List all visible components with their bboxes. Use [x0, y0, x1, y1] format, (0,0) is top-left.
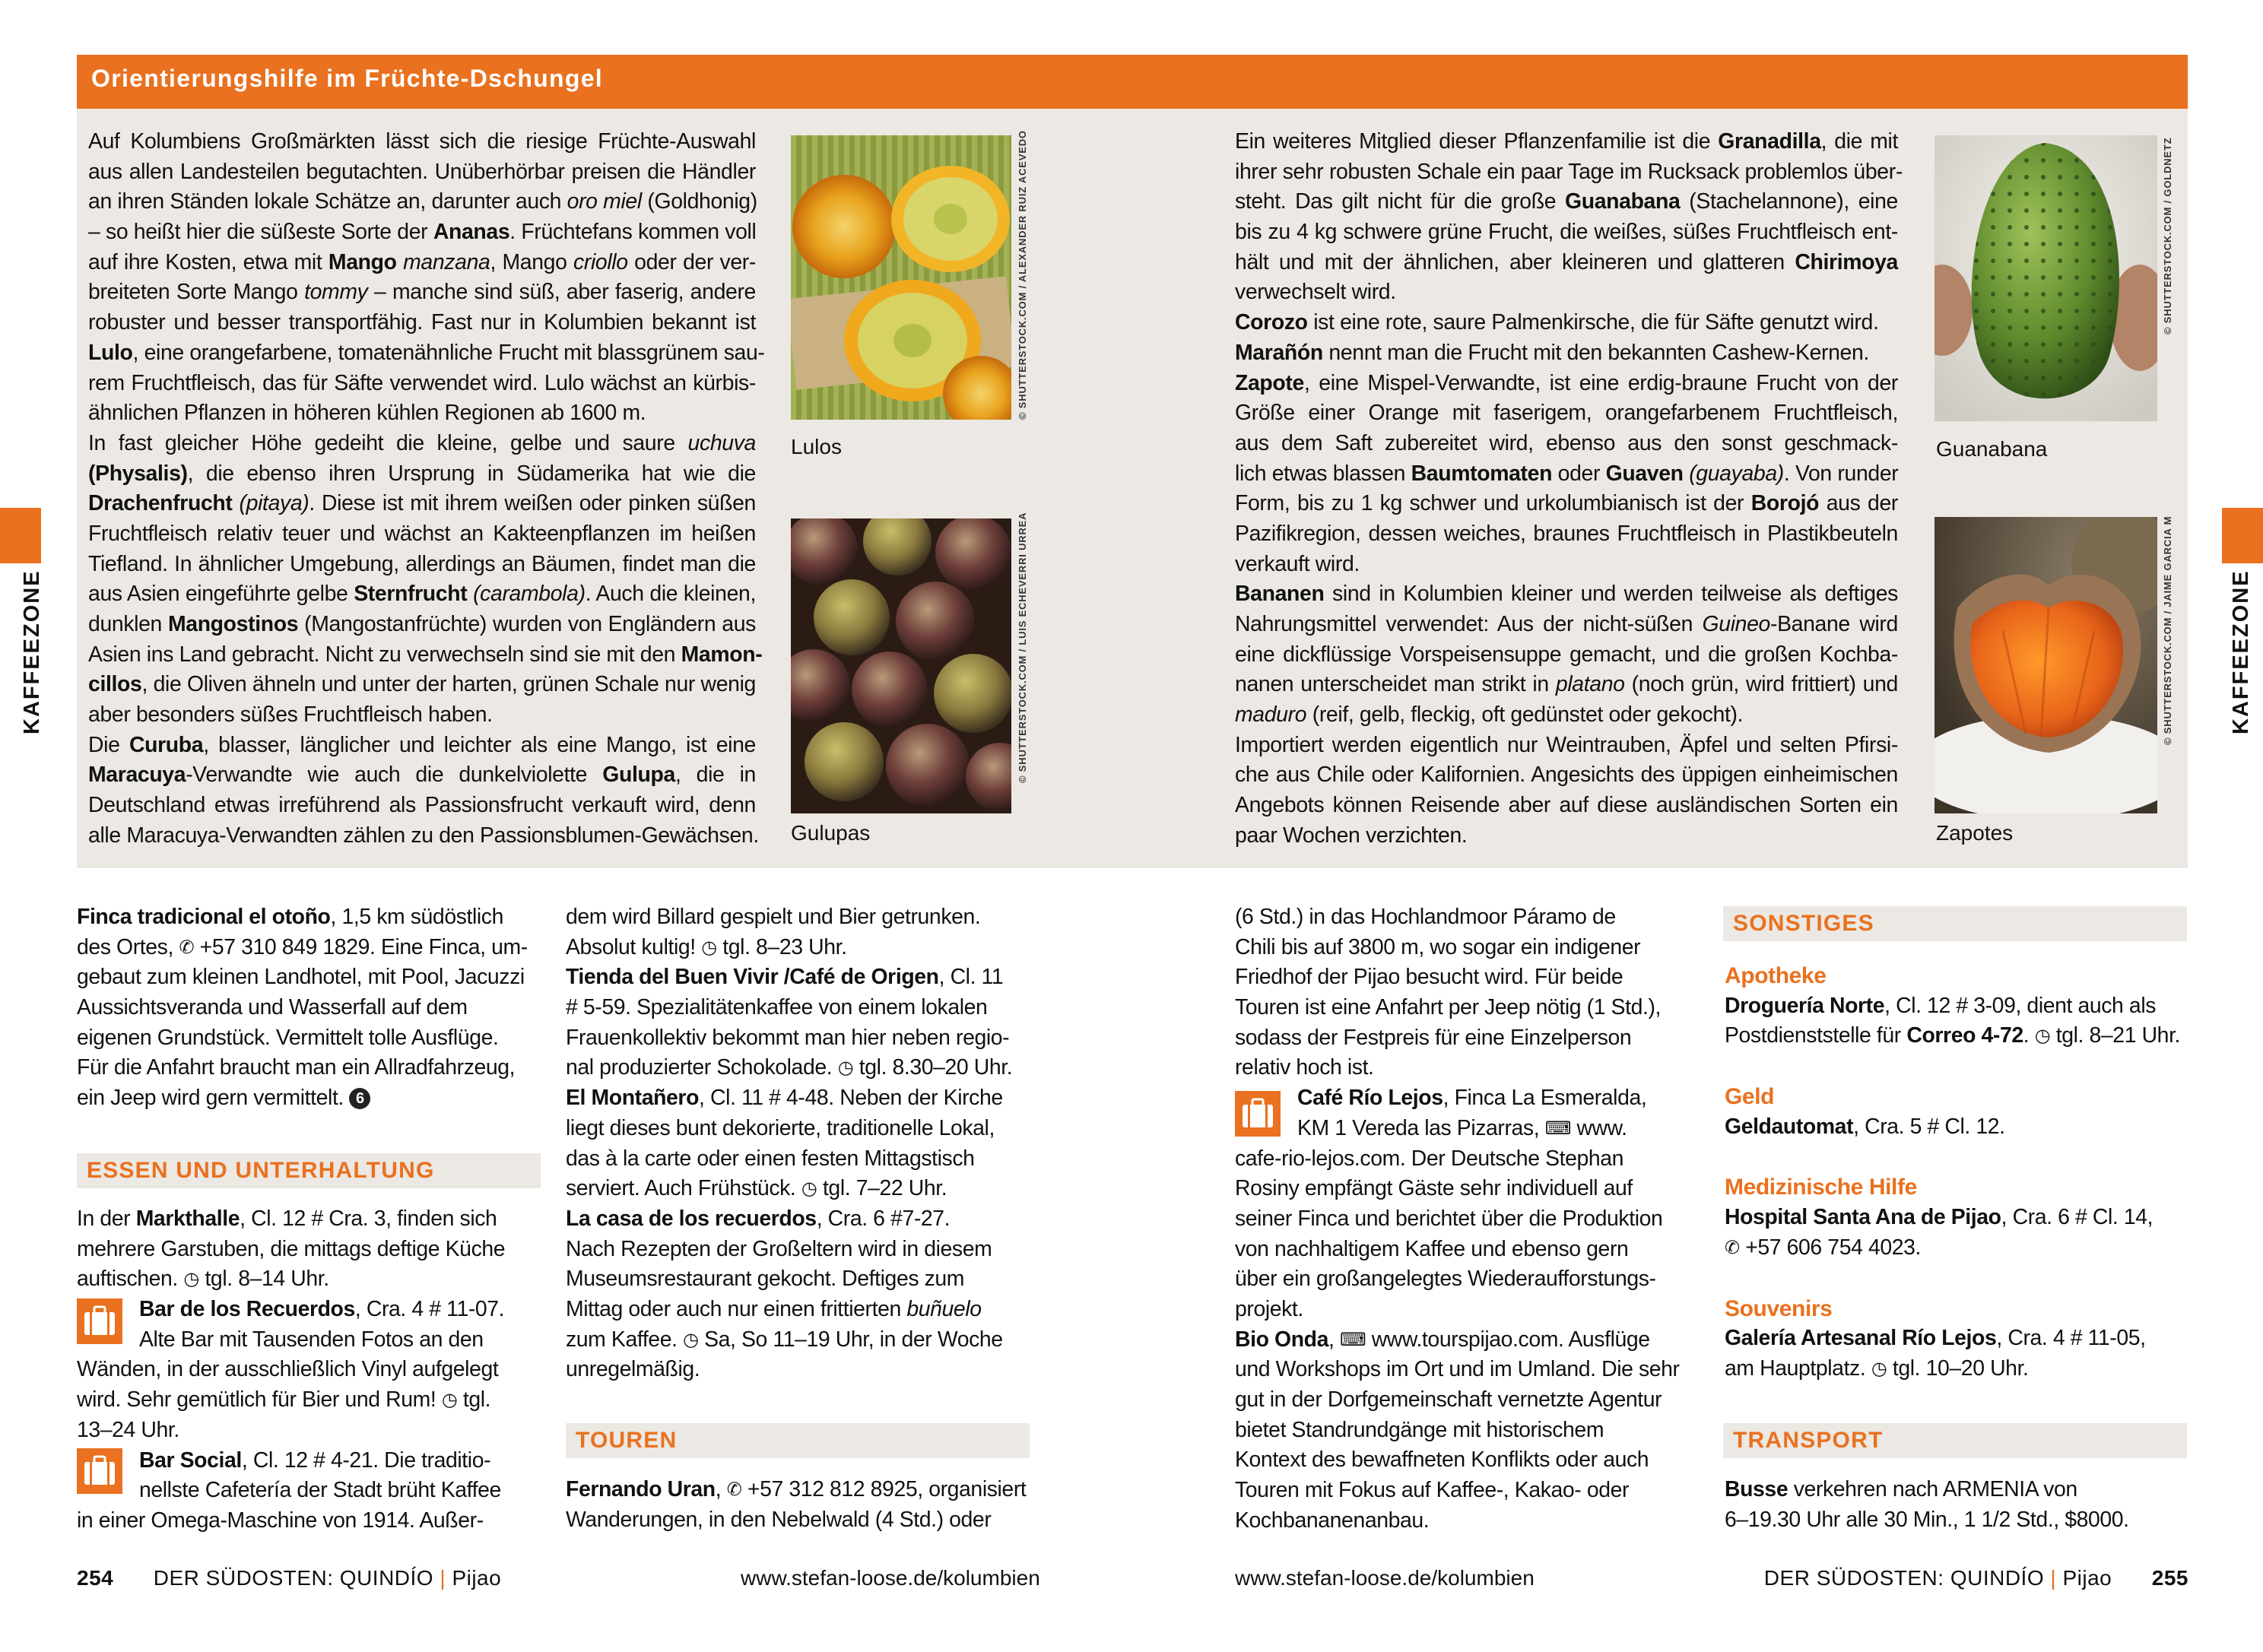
text-line: Lulo, eine orangefarbene, tomatenähnliche Frucht mit blassgrünem sau- [88, 340, 765, 365]
text-line: sodass der Festpreis für eine Einzelperson [1235, 1025, 1632, 1050]
text-line: wird. Sehr gemütlich für Bier und Rum! ◷ tgl. [77, 1387, 491, 1413]
text-line: Maracuya-Verwandte wie auch die dunkelviolette Gulupa, die in [88, 763, 756, 788]
text-line: das à la carte oder einen festen Mittagstisch [566, 1146, 975, 1171]
lulos-caption: Lulos [791, 435, 842, 458]
text-line: über ein großangelegtes Wiederaufforstungs- [1235, 1267, 1656, 1292]
text-line: Deutschland etwas irreführend als Passionsfrucht verkauft wird, denn [88, 793, 756, 818]
text-line: Alte Bar mit Tausenden Fotos an den [139, 1327, 484, 1352]
text-line: des Ortes, ✆ +57 310 849 1829. Eine Finca, um- [77, 934, 528, 959]
right-page-number: 255 [2151, 1566, 2188, 1590]
text-line: Bar de los Recuerdos, Cra. 4 # 11-07. [139, 1297, 505, 1322]
right-chapter-label: KAFFEEZONE [2229, 569, 2253, 734]
text-line: nellste Cafetería der Stadt brüht Kaffee [139, 1478, 501, 1503]
subsection-heading: Medizinische Hilfe [1725, 1175, 1917, 1200]
text-line: nanen unterscheidet man strikt in platano (noch grün, wird frittiert) und [1235, 672, 1898, 697]
text-line: aus allen Landesteilen begutachten. Unüberhörbar preisen die Händler [88, 159, 756, 184]
subsection-heading: Apotheke [1725, 963, 1827, 988]
box-right-text [1235, 127, 1903, 851]
text-line: Größe einer Orange mit faserigem, orangefarbenem Fruchtfleisch, [1235, 401, 1898, 426]
text-line: robuster und besser transportfähig. Fast nur in Kolumbien bekannt ist [88, 310, 756, 335]
right-place: Pijao [2062, 1566, 2112, 1590]
text-line: Mittag oder auch nur einen frittierten buñuelo [566, 1296, 982, 1321]
text-line: # 5-59. Spezialitätenkaffee von einem lokalen [566, 995, 988, 1020]
text-line: Wänden, in der ausschließlich Vinyl aufgelegt [77, 1357, 499, 1382]
text-line: hält und mit der ähnlichen, aber kleineren und glatteren Chirimoya [1235, 249, 1898, 274]
text-line: Geldautomat, Cra. 5 # Cl. 12. [1725, 1114, 2005, 1139]
text-line: El Montañero, Cl. 11 # 4-48. Neben der Kirche [566, 1086, 1003, 1111]
touren-entries [566, 1475, 1030, 1535]
text-line: Bio Onda, ⌨ www.tourspijao.com. Ausflüge [1235, 1327, 1650, 1352]
text-line: In fast gleicher Höhe gedeiht die kleine, gelbe und saure uchuva [88, 430, 756, 455]
info-box-title: Orientierungshilfe im Früchte-Dschungel [91, 65, 603, 92]
touren-entries-cont [1235, 902, 1706, 1536]
text-line: Aussichtsveranda und Wasserfall auf dem [77, 995, 468, 1020]
right-footer-url: www.stefan-loose.de/kolumbien [1235, 1566, 1535, 1590]
text-line: aus dem Saft zubereitet wird, ebenso aus den sonst geschmack- [1235, 430, 1898, 455]
text-line: Friedhof der Pijao besucht wird. Für beide [1235, 965, 1623, 990]
finca-entry [77, 902, 541, 1114]
text-line: in einer Omega-Maschine von 1914. Außer- [77, 1508, 484, 1533]
section-touren-bar [566, 1423, 1030, 1458]
text-line: verwechselt wird. [1235, 280, 1396, 305]
text-line: gut in der Dorfgemeinschaft vernetzte Agentur [1235, 1387, 1662, 1412]
gulupas-photo [791, 518, 1011, 813]
text-line: steht. Das gilt nicht für die große Guanabana (Stachelannone), eine [1235, 189, 1898, 214]
zapotes-photo [1934, 517, 2157, 813]
text-line: che aus Chile oder Kalifornien. Angesichts des üppigen einheimischen [1235, 763, 1898, 788]
text-line: Pazifikregion, dessen weiches, braunes Fruchtfleisch in Plastikbeuteln [1235, 521, 1898, 546]
text-line: Busse verkehren nach ARMENIA von [1725, 1477, 2077, 1501]
text-line: breiteten Sorte Mango tommy – manche sind süß, aber faserig, andere [88, 280, 756, 305]
text-line: bietet Standrundgänge mit historischem [1235, 1417, 1604, 1442]
text-line: Rosiny empfängt Gäste sehr individuell auf [1235, 1176, 1633, 1201]
right-thumb-tab [2222, 508, 2263, 563]
text-line: Auf Kolumbiens Großmärkten lässt sich die riesige Früchte-Auswahl [88, 129, 756, 154]
text-line: Nach Rezepten der Großeltern wird in diesem [566, 1236, 992, 1261]
text-line: rem Fruchtfleisch, das für Säfte verwendet wird. Lulo wächst an kürbis- [88, 370, 756, 395]
text-line: unregelmäßig. [566, 1357, 700, 1382]
text-line: (Physalis), die ebenso ihren Ursprung in Südamerika hat wie die [88, 461, 756, 486]
text-line: alle Maracuya-Verwandten zählen zu den Passionsblumen-Gewächsen. [88, 823, 759, 848]
text-line: von nachhaltigem Kaffee und ebenso gern [1235, 1236, 1629, 1261]
text-line: ähnlichen Pflanzen in höheren kühlen Regionen ab 1600 m. [88, 401, 646, 426]
text-line: gebaut zum kleinen Landhotel, mit Pool, Jacuzzi [77, 965, 525, 990]
text-line: 6–19.30 Uhr alle 30 Min., 1 1/2 Std., $8000. [1725, 1507, 2129, 1532]
text-line: eine dickflüssige Vorspeisensuppe gemacht, und die großen Kochba- [1235, 642, 1898, 667]
text-line: 13–24 Uhr. [77, 1417, 179, 1442]
right-footer-separator: | [2050, 1566, 2057, 1590]
text-line: Chili bis auf 3800 m, wo sogar ein indigener [1235, 934, 1641, 959]
guanabana-caption: Guanabana [1936, 437, 2048, 461]
text-line: serviert. Auch Frühstück. ◷ tgl. 7–22 Uhr. [566, 1176, 947, 1201]
text-line: Nahrungsmittel verwendet: Aus der nicht-süßen Guineo-Banane wird [1235, 612, 1898, 636]
text-line: Importiert werden eigentlich nur Weintrauben, Äpfel und selten Pfirsi- [1235, 732, 1898, 757]
transport-entries [1725, 1475, 2188, 1535]
lulos-credit: © SHUTTERSTOCK.COM / ALEXANDER RUIZ ACEVEDO [1017, 130, 1028, 420]
left-page-number: 254 [77, 1566, 114, 1590]
text-line: Touren mit Fokus auf Kaffee-, Kakao- oder [1235, 1478, 1630, 1503]
text-line: Drachenfrucht (pitaya). Diese ist mit ihrem weißen oder pinken süßen [88, 491, 756, 516]
text-line: dunklen Mangostinos (Mangostanfrüchte) wurden von Engländern aus [88, 612, 756, 636]
section-transport-bar [1723, 1423, 2187, 1458]
suitcase-icon [1235, 1091, 1281, 1137]
text-line: Tiefland. In ähnlicher Umgebung, allerdings an Bäumen, findet man die [88, 551, 756, 576]
text-line: aber besonders süßes Fruchtfleisch haben. [88, 702, 493, 728]
section-essen-title: ESSEN UND UNTERHALTUNG [87, 1158, 435, 1183]
text-line: Fernando Uran, ✆ +57 312 812 8925, organisiert [566, 1477, 1027, 1501]
left-place: Pijao [452, 1566, 502, 1590]
zapotes-caption: Zapotes [1936, 821, 2014, 845]
section-touren-title: TOUREN [576, 1428, 678, 1453]
text-line: Marañón nennt man die Frucht mit den bekannten Cashew-Kernen. [1235, 340, 1869, 365]
text-line: Bananen sind in Kolumbien kleiner und werden teilweise als deftiges [1235, 582, 1898, 607]
gulupas-caption: Gulupas [791, 821, 871, 845]
text-line: Asien ins Land gebracht. Nicht zu verwechseln sind sie mit den Mamon- [88, 642, 763, 667]
text-line: Frauenkollektiv bekommt man hier neben regio- [566, 1025, 1010, 1050]
text-line: – so heißt hier die süßeste Sorte der Ananas. Früchtefans kommen voll [88, 220, 757, 245]
left-footer [77, 1566, 501, 1590]
guanabana-photo [1934, 135, 2157, 421]
text-line: Fruchtfleisch relativ teuer und wächst an Kakteenpflanzen im heißen [88, 521, 756, 546]
info-box-header [77, 55, 2188, 109]
text-line: Wanderungen, in den Nebelwald (4 Std.) oder [566, 1507, 992, 1532]
text-line: ihrer sehr robusten Schale ein paar Tage im Rucksack problemlos über- [1235, 159, 1903, 184]
text-line: Galería Artesanal Río Lejos, Cra. 4 # 11-05, [1725, 1326, 2146, 1351]
text-line: Museumsrestaurant gekocht. Deftiges zum [566, 1267, 965, 1292]
text-line: In der Markthalle, Cl. 12 # Cra. 3, finden sich [77, 1206, 497, 1231]
right-running-head: DER SÜDOSTEN: QUINDÍO [1763, 1566, 2045, 1590]
subsection-heading: Souvenirs [1725, 1295, 1833, 1321]
text-line: Touren ist eine Anfahrt per Jeep nötig (1 Std.), [1235, 995, 1661, 1020]
text-line: KM 1 Vereda las Pizarras, ⌨ www. [1297, 1115, 1627, 1140]
text-line: mehrere Garstuben, die mittags deftige Küche [77, 1236, 506, 1261]
essen-entries [77, 1204, 541, 1536]
left-running-head: DER SÜDOSTEN: QUINDÍO [153, 1566, 434, 1590]
text-line: Angebots können Reisende aber auf diese ausländischen Sorten ein [1235, 793, 1898, 818]
left-chapter-label: KAFFEEZONE [20, 569, 44, 734]
text-line: Droguería Norte, Cl. 12 # 3-09, dient auch als [1725, 993, 2157, 1018]
text-line: Café Río Lejos, Finca La Esmeralda, [1297, 1086, 1647, 1111]
text-line: Kontext des bewaffneten Konflikts oder auch [1235, 1447, 1649, 1473]
text-line: maduro (reif, gelb, fleckig, oft gedünstet oder gekocht). [1235, 702, 1744, 728]
text-line: und Workshops im Ort und im Umland. Die sehr [1235, 1357, 1680, 1382]
text-line: paar Wochen verzichten. [1235, 823, 1468, 848]
text-line: Absolut kultig! ◷ tgl. 8–23 Uhr. [566, 934, 847, 959]
text-line: lich etwas blassen Baumtomaten oder Guaven (guayaba). Von runder [1235, 461, 1899, 486]
text-line: La casa de los recuerdos, Cra. 6 #7-27. [566, 1206, 951, 1231]
suitcase-icon [77, 1298, 122, 1344]
text-line: Für die Anfahrt braucht man ein Allradfahrzeug, [77, 1055, 516, 1080]
text-line: zum Kaffee. ◷ Sa, So 11–19 Uhr, in der Woche [566, 1327, 1003, 1352]
text-line: Finca tradicional el otoño, 1,5 km südöstlich [77, 905, 503, 929]
text-line: auftischen. ◷ tgl. 8–14 Uhr. [77, 1267, 329, 1292]
text-line: bis zu 4 kg schwere grüne Frucht, die weißes, süßes Fruchtfleisch ent- [1235, 220, 1898, 245]
text-line: seiner Finca und berichtet über die Produktion [1235, 1206, 1663, 1231]
text-line: nal produzierter Schokolade. ◷ tgl. 8.30–20 Uhr. [566, 1055, 1013, 1080]
text-line: projekt. [1235, 1296, 1303, 1321]
text-line: Zapote, eine Mispel-Verwandte, ist eine erdig-braune Frucht von der [1235, 370, 1898, 395]
text-line: aus Asien eingeführte gelbe Sternfrucht (carambola). Auch die kleinen, [88, 582, 756, 607]
text-line: dem wird Billard gespielt und Bier getrunken. [566, 905, 981, 929]
subsection-heading: Geld [1725, 1084, 1775, 1110]
text-line: Hospital Santa Ana de Pijao, Cra. 6 # Cl. 14, [1725, 1205, 2154, 1230]
text-line: cillos, die Oliven ähneln und unter der harten, grünen Schale nur wenig [88, 672, 756, 697]
text-line: Postdienststelle für Correo 4-72. ◷ tgl. 8–21 Uhr. [1725, 1023, 2181, 1048]
text-line: an ihren Ständen lokale Schätze an, darunter auch oro miel (Goldhonig) [88, 189, 757, 214]
text-line: ein Jeep wird gern vermittelt. 6 [77, 1083, 541, 1114]
text-line: Ein weiteres Mitglied dieser Pflanzenfamilie ist die Granadilla, die mit [1235, 129, 1899, 154]
text-line: (6 Std.) in das Hochlandmoor Páramo de [1235, 905, 1616, 929]
section-sonstiges-title: SONSTIGES [1733, 911, 1874, 936]
text-line: Corozo ist eine rote, saure Palmenkirsche, die für Säfte genutzt wird. [1235, 310, 1879, 335]
section-essen-bar [77, 1153, 541, 1188]
left-footer-separator: | [440, 1566, 446, 1590]
section-transport-title: TRANSPORT [1733, 1428, 1884, 1453]
section-sonstiges-bar [1723, 906, 2187, 941]
text-line: relativ hoch ist. [1235, 1055, 1374, 1080]
guanabana-credit: © SHUTTERSTOCK.COM / GOLDNETZ [2162, 137, 2173, 335]
text-line: verkauft wird. [1235, 551, 1360, 576]
box-left-text [88, 127, 765, 851]
essen-entries-cont [566, 902, 1030, 1385]
lulos-photo [791, 135, 1011, 420]
text-line: Bar Social, Cl. 12 # 4-21. Die traditio- [139, 1447, 491, 1473]
text-line: am Hauptplatz. ◷ tgl. 10–20 Uhr. [1725, 1356, 2029, 1381]
gulupas-credit: © SHUTTERSTOCK.COM / LUIS ECHEVERRI URREA [1017, 512, 1028, 783]
text-line: Tienda del Buen Vivir /Café de Origen, Cl. 11 [566, 965, 1004, 990]
text-line: cafe-rio-lejos.com. Der Deutsche Stephan [1235, 1146, 1624, 1171]
zapotes-credit: © SHUTTERSTOCK.COM / JAIME GARCIA M [2162, 515, 2173, 745]
text-line: Kochbananenanbau. [1235, 1508, 1430, 1533]
text-line: Die Curuba, blasser, länglicher und leichter als eine Mango, ist eine [88, 732, 756, 757]
text-line: liegt dieses bunt dekorierte, traditionelle Lokal, [566, 1115, 995, 1140]
left-thumb-tab [0, 508, 41, 563]
text-line: ✆ +57 606 754 4023. [1725, 1235, 1922, 1260]
text-line: Form, bis zu 1 kg schwer und urkolumbianisch ist der Borojó aus der [1235, 491, 1898, 516]
text-line: auf ihre Kosten, etwa mit Mango manzana, Mango criollo oder der ver- [88, 249, 757, 274]
suitcase-icon [77, 1448, 122, 1494]
right-footer [1764, 1566, 2188, 1590]
text-line: eigenen Grundstück. Vermittelt tolle Ausflüge. [77, 1025, 499, 1050]
left-footer-url: www.stefan-loose.de/kolumbien [741, 1566, 1040, 1590]
sonstiges-entries [1725, 961, 2188, 1384]
